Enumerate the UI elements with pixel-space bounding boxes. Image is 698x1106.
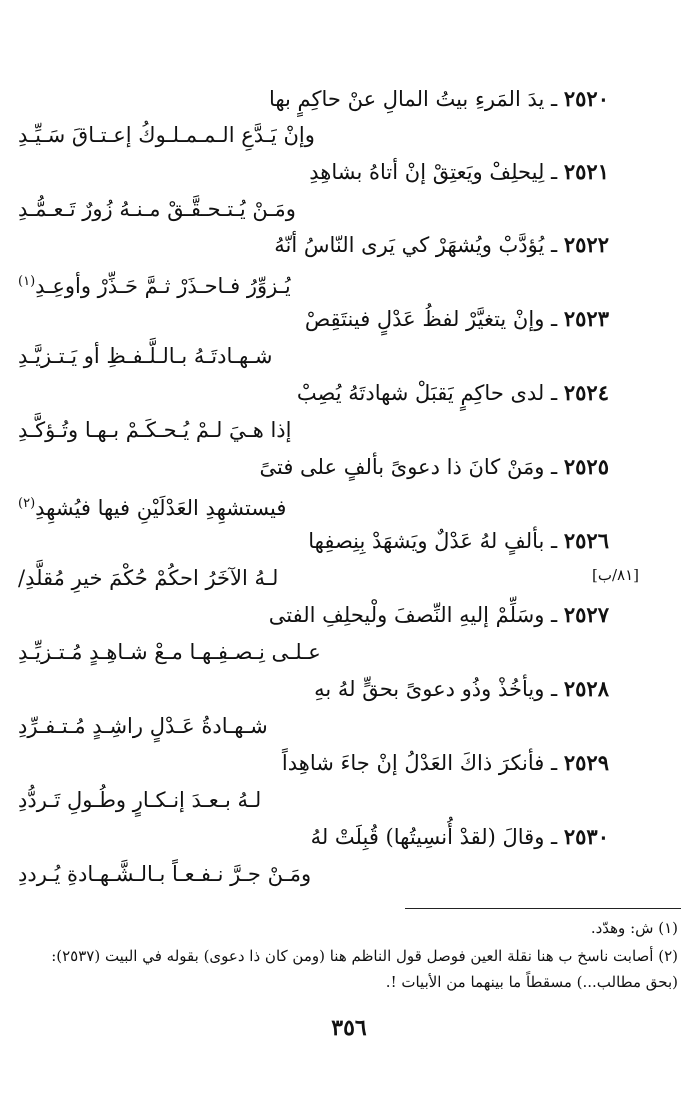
verse-2524-second (18, 415, 291, 445)
verse-2522-second (18, 267, 291, 301)
verse-2525-second (18, 489, 286, 523)
hemistich-text: يُـزوِّرُ فـاحـذَرْ ثـمَّ حَـذِّرْ وأوعِـدِ (35, 274, 291, 298)
hemistich-text: ومَنْ كانَ ذا دعوىً بألفٍ على فتىً (259, 455, 545, 479)
hemistich-text: وقالَ (لقدْ أُنسِيتُها) قُبِلَتْ لهُ (310, 825, 545, 849)
page-number: ٣٥٦ (331, 1015, 367, 1041)
verse-2521-first (309, 157, 609, 187)
footnote-marker: (١) (658, 919, 678, 937)
footnote-text: ش: وهدّد. (590, 919, 654, 937)
verse-2521-second (18, 194, 296, 224)
verse-number: ٢٥٢٢ (563, 232, 609, 257)
hemistich-text: شـهـادةُ عَـدْلٍ راشِـدٍ مُـتـفـرِّدِ (18, 714, 268, 738)
verse-2526-second (18, 563, 278, 593)
footnote-marker: (٢) (658, 947, 678, 965)
separator: ـ (551, 381, 558, 405)
verse-number: ٢٥٢٨ (563, 676, 609, 701)
separator: ـ (551, 751, 558, 775)
hemistich-text: عـلـى نِـصـفِـهـا مـعْ شـاهِـدٍ مُـتـزيِّـدِ (18, 640, 321, 664)
footnote-2 (18, 943, 678, 995)
hemistich-text: بألفٍ لهُ عَدْلٌ ويَشهَدْ بِنِصفِها (308, 529, 545, 553)
verse-2530-second (18, 859, 311, 889)
hemistich-text: وإنْ يَـدَّعِ الـمـمـلـوكُ إعـتـاقَ سَـيِّـدِ (18, 123, 315, 147)
hemistich-text: وسَلِّمْ إليهِ النِّصفَ ولْيحلِفِ الفتى (268, 603, 545, 627)
verse-number: ٢٥٢٣ (563, 306, 609, 331)
hemistich-text: ومَـنْ جـرَّ نـفـعـاً بـالـشَّـهـادةِ يُـرددِ (18, 862, 312, 886)
separator: ـ (551, 455, 558, 479)
separator: ـ (551, 677, 558, 701)
separator: ـ (551, 233, 558, 257)
hemistich-text: فيستشهِدِ العَدْلَيْنِ فيها فيُشهِدِ (35, 496, 287, 520)
separator: ـ (551, 307, 558, 331)
separator: ـ (551, 160, 558, 184)
verse-number: ٢٥٢٦ (563, 528, 609, 553)
footnote-text: أصابت ناسخ ب هنا نقلة العين فوصل قول الناظم هنا (ومن كان ذا دعوى) بقوله في البيت (٢٥٣٧): (بحق مطالب...) مسقطاً ما بينهما من الأبيات !. (51, 947, 678, 991)
hemistich-text: لـهُ الآخَرُ احكُمْ حُكْمَ خيرِ مُقلَّدِ/ (18, 566, 279, 590)
verse-number: ٢٥٢٩ (563, 750, 609, 775)
verse-2526-first (308, 526, 609, 556)
hemistich-text: فأنكرَ ذاكَ العَدْلُ إنْ جاءَ شاهِداً (281, 751, 545, 775)
verse-2527-second (18, 637, 321, 667)
verse-number: ٢٥٢٠ (563, 86, 609, 111)
footnote-divider (405, 908, 681, 909)
footnote-ref: (٢) (18, 496, 36, 511)
verse-number: ٢٥٢١ (563, 159, 609, 184)
footnote-1 (18, 915, 678, 941)
verse-2527-first (269, 600, 609, 630)
hemistich-text: وإنْ يتغيَّرْ لفظُ عَدْلٍ فينتَقِصْ (304, 307, 545, 331)
verse-number: ٢٥٢٥ (563, 454, 609, 479)
hemistich-text: يدَ المَرءِ بيتُ المالِ عنْ حاكِمٍ بها (268, 87, 545, 111)
separator: ـ (551, 529, 558, 553)
hemistich-text: يُؤدَّبْ ويُشهَرْ كي يَرى النّاسُ أنّهُ (274, 233, 545, 257)
verse-2529-first (282, 748, 609, 778)
verse-2522-first (274, 230, 609, 260)
verse-2520-first (269, 84, 609, 114)
hemistich-text: لـهُ بـعـدَ إنـكـارٍ وطُـولِ تَـردُّدِ (18, 788, 262, 812)
verse-number: ٢٥٢٧ (563, 602, 609, 627)
verse-2520-second (18, 120, 315, 150)
separator: ـ (551, 825, 558, 849)
hemistich-text: ويأخُذْ وذُو دعوىً بحقٍّ لهُ بهِ (314, 677, 545, 701)
separator: ـ (551, 603, 558, 627)
verse-2523-second (18, 341, 272, 371)
verse-2525-first (260, 452, 610, 482)
verse-2524-first (297, 378, 609, 408)
verse-2528-first (314, 674, 609, 704)
verse-2528-second (18, 711, 268, 741)
hemistich-text: لدى حاكِمٍ يَقبَلْ شهادتَهُ يُصِبْ (296, 381, 545, 405)
verse-2530-first (311, 822, 609, 852)
verse-number: ٢٥٢٤ (563, 380, 609, 405)
verse-number: ٢٥٣٠ (563, 824, 609, 849)
footnote-ref: (١) (18, 274, 36, 289)
manuscript-folio-note: [٨١/ب] (592, 566, 640, 584)
hemistich-text: إذا هـيَ لـمْ يُـحـكَـمْ بـهـا وتُـؤكَّـدِ (18, 418, 292, 442)
hemistich-text: ومَـنْ يُـتـحـقَّـقْ مـنـهُ زُورٌ تَـعـمُّـدِ (18, 197, 296, 221)
hemistich-text: شـهـادتَـهُ بـالـلَّـفـظِ أو يَـتـزيَّـدِ (18, 344, 273, 368)
separator: ـ (551, 87, 558, 111)
verse-2523-first (305, 304, 609, 334)
verse-2529-second (18, 785, 261, 815)
hemistich-text: لِيحلِفْ ويَعتِقْ إنْ أتاهُ بشاهِدِ (309, 160, 545, 184)
